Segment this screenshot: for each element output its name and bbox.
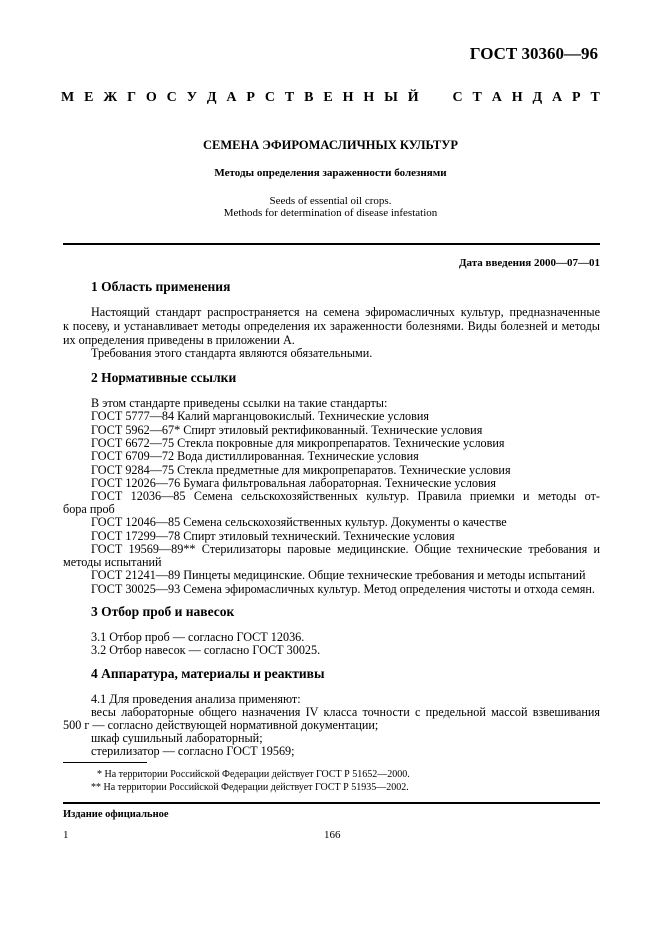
banner-letter: Т — [284, 90, 295, 105]
banner-letter: У — [186, 90, 197, 105]
reference-item: ГОСТ 6709—72 Вода дистиллированная. Технические условия — [91, 449, 419, 463]
page-number: 166 — [324, 829, 341, 841]
footer-divider — [63, 802, 600, 804]
banner-letter: М — [61, 90, 75, 105]
banner-letter: А — [226, 90, 237, 105]
reference-item: ГОСТ 12026—76 Бумага фильтровальная лабораторная. Технические условия — [91, 476, 496, 490]
reference-item-continued: бора проб — [63, 502, 115, 516]
banner-letter: О — [145, 90, 157, 105]
s4-item: стерилизатор — согласно ГОСТ 19569; — [91, 744, 295, 758]
banner-letter: Т — [472, 90, 482, 105]
reference-item: ГОСТ 6672—75 Стекла покровные для микропрепаратов. Технические условия — [91, 436, 505, 450]
banner-letter: Г — [127, 90, 136, 105]
banner-letter: Т — [590, 90, 600, 105]
banner-letter: С — [166, 90, 177, 105]
s3-item: 3.1 Отбор проб — согласно ГОСТ 12036. — [91, 630, 305, 644]
reference-item: ГОСТ 5962—67* Спирт этиловый ректификованный. Технические условия — [91, 423, 483, 437]
document-code: ГОСТ 30360—96 — [469, 44, 598, 63]
reference-item: ГОСТ 17299—78 Спирт этиловый технический. Технические условия — [91, 529, 455, 543]
introduction-date: Дата введения 2000—07—01 — [458, 257, 600, 269]
s3-item: 3.2 Отбор навесок — согласно ГОСТ 30025. — [91, 643, 321, 657]
s4-item: весы лабораторные общего назначения IV класса точности с предельной массой взвешивания — [91, 705, 600, 719]
s1-paragraph-line: их определения приведены в приложении А. — [63, 333, 295, 347]
official-edition-label: Издание официальное — [63, 809, 169, 820]
english-title-line2: Methods for determination of disease infestation — [223, 207, 438, 219]
banner-letter: Н — [363, 90, 375, 105]
standard-banner — [61, 90, 600, 106]
banner-letter: Д — [532, 90, 543, 105]
banner-gap — [429, 90, 443, 106]
footer-left-number: 1 — [63, 829, 69, 841]
banner-letter: А — [491, 90, 502, 105]
s1-paragraph-line: Настоящий стандарт распространяется на семена эфиромасличных культур, предназначенные — [91, 305, 600, 319]
banner-letter: Ж — [103, 90, 118, 105]
section-4-heading: 4 Аппаратура, материалы и реактивы — [91, 666, 325, 681]
banner-letter: А — [552, 90, 563, 105]
banner-letter: Р — [572, 90, 581, 105]
title-divider — [63, 243, 600, 245]
s2-intro: В этом стандарте приведены ссылки на такие стандарты: — [91, 396, 388, 410]
reference-item-continued: методы испытаний — [63, 555, 162, 569]
section-3-heading: 3 Отбор проб и навесок — [91, 604, 235, 619]
footnote-2: ** На территории Российской Федерации действует ГОСТ Р 51935—2002. — [91, 782, 409, 793]
footnote-1: * На территории Российской Федерации действует ГОСТ Р 51652—2000. — [97, 769, 410, 780]
banner-letter: Е — [84, 90, 94, 105]
banner-letter: Д — [206, 90, 217, 105]
reference-item: ГОСТ 12046—85 Семена сельскохозяйственных культур. Документы о качестве — [91, 515, 507, 529]
banner-letter: В — [304, 90, 314, 105]
banner-letter: Й — [407, 90, 419, 105]
banner-letter: Р — [246, 90, 255, 105]
banner-letter: С — [264, 90, 275, 105]
document-subtitle: Методы определения зараженности болезнями — [214, 167, 447, 179]
footnote-separator — [63, 762, 147, 763]
reference-item: ГОСТ 30025—93 Семена эфиромасличных культур. Метод определения чистоты и отхода семян. — [91, 582, 595, 596]
document-title: СЕМЕНА ЭФИРОМАСЛИЧНЫХ КУЛЬТУР — [202, 138, 459, 152]
reference-item: ГОСТ 9284—75 Стекла предметные для микропрепаратов. Технические условия — [91, 463, 511, 477]
reference-item: ГОСТ 12036—85 Семена сельскохозяйственных культур. Правила приемки и методы от- — [91, 489, 600, 503]
s1-paragraph-line: Требования этого стандарта являются обязательными. — [91, 346, 373, 360]
banner-letter: Ы — [384, 90, 398, 105]
banner-letter: С — [452, 90, 463, 105]
reference-item: ГОСТ 21241—89 Пинцеты медицинские. Общие технические требования и методы испытаний — [91, 568, 586, 582]
reference-item: ГОСТ 5777—84 Калий марганцовокислый. Технические условия — [91, 409, 430, 423]
banner-letter: Н — [342, 90, 354, 105]
s4-item-continued: 500 г — согласно действующей нормативной документации; — [63, 718, 379, 732]
section-2-heading: 2 Нормативные ссылки — [91, 370, 237, 385]
section-1-heading: 1 Область применения — [91, 279, 231, 294]
banner-letter: Н — [511, 90, 523, 105]
banner-letter: Е — [323, 90, 333, 105]
s4-item: 4.1 Для проведения анализа применяют: — [91, 692, 301, 706]
s1-paragraph-line: к посеву, и устанавливает методы определения их зараженности болезнями. Виды болезней и методы — [63, 319, 600, 333]
reference-item: ГОСТ 19569—89** Стерилизаторы паровые медицинские. Общие технические требования и — [91, 542, 600, 556]
s4-item: шкаф сушильный лабораторный; — [91, 731, 263, 745]
english-title-line1: Seeds of essential oil crops. — [269, 195, 392, 207]
